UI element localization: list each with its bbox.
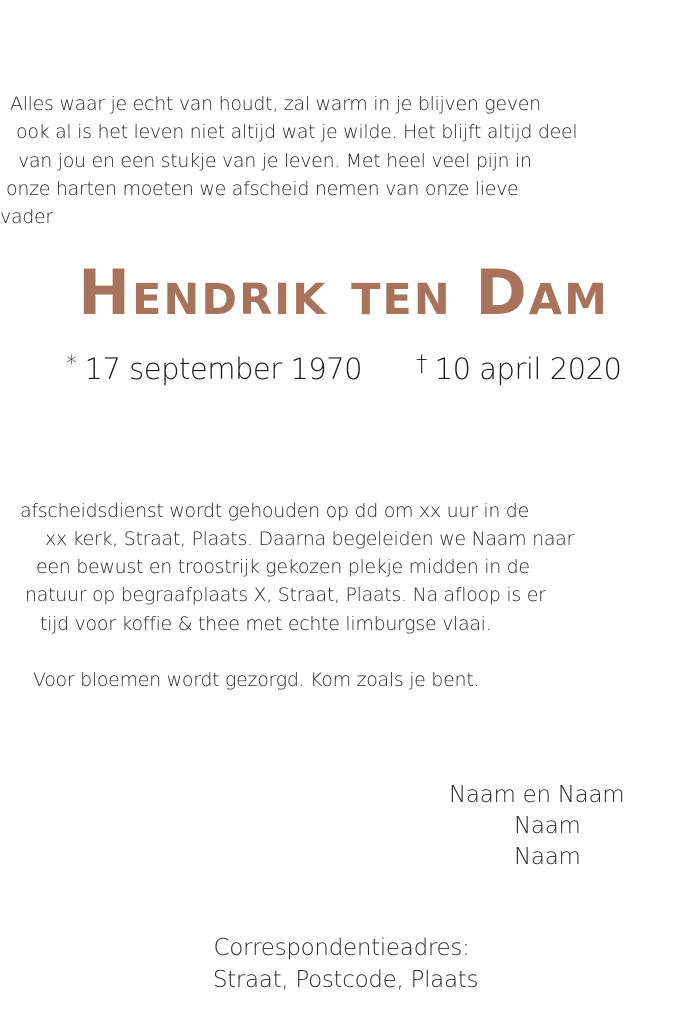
death-date: 10 april 2020 xyxy=(434,352,622,386)
service-line-7: Voor bloemen wordt gezorgd. Kom zoals je bent. xyxy=(33,669,480,691)
birth-symbol: * xyxy=(66,352,77,377)
correspondence-address: Straat, Postcode, Plaats xyxy=(212,967,479,993)
birth-date: 17 september 1970 xyxy=(84,352,363,386)
service-line-4: natuur op begraafplaats X, Straat, Plaats. Na afloop is er xyxy=(25,584,546,606)
correspondence-label: Correspondentieadres: xyxy=(213,935,470,961)
intro-line-5: vader xyxy=(0,206,53,228)
signatory-2: Naam xyxy=(514,813,581,839)
deceased-name: Hendrik ten Dam xyxy=(78,256,609,329)
signatory-3: Naam xyxy=(514,844,581,870)
service-line-1: afscheidsdienst wordt gehouden op dd om xx uur in de xyxy=(20,500,529,522)
intro-line-4: onze harten moeten we afscheid nemen van onze lieve xyxy=(6,178,519,200)
service-line-2: xx kerk, Straat, Plaats. Daarna begeleiden we Naam naar xyxy=(45,528,575,550)
life-dates xyxy=(66,352,622,386)
intro-line-2: ook al is het leven niet altijd wat je wilde. Het blijft altijd deel xyxy=(16,121,578,143)
death-symbol: † xyxy=(416,352,427,377)
signatory-1: Naam en Naam xyxy=(449,782,625,808)
intro-line-3: van jou en een stukje van je leven. Met heel veel pijn in xyxy=(18,150,532,172)
service-line-5: tijd voor koffie & thee met echte limburgse vlaai. xyxy=(40,613,492,635)
service-line-3: een bewust en troostrijk gekozen plekje midden in de xyxy=(36,556,530,578)
intro-line-1: Alles waar je echt van houdt, zal warm in je blijven geven xyxy=(10,93,541,115)
